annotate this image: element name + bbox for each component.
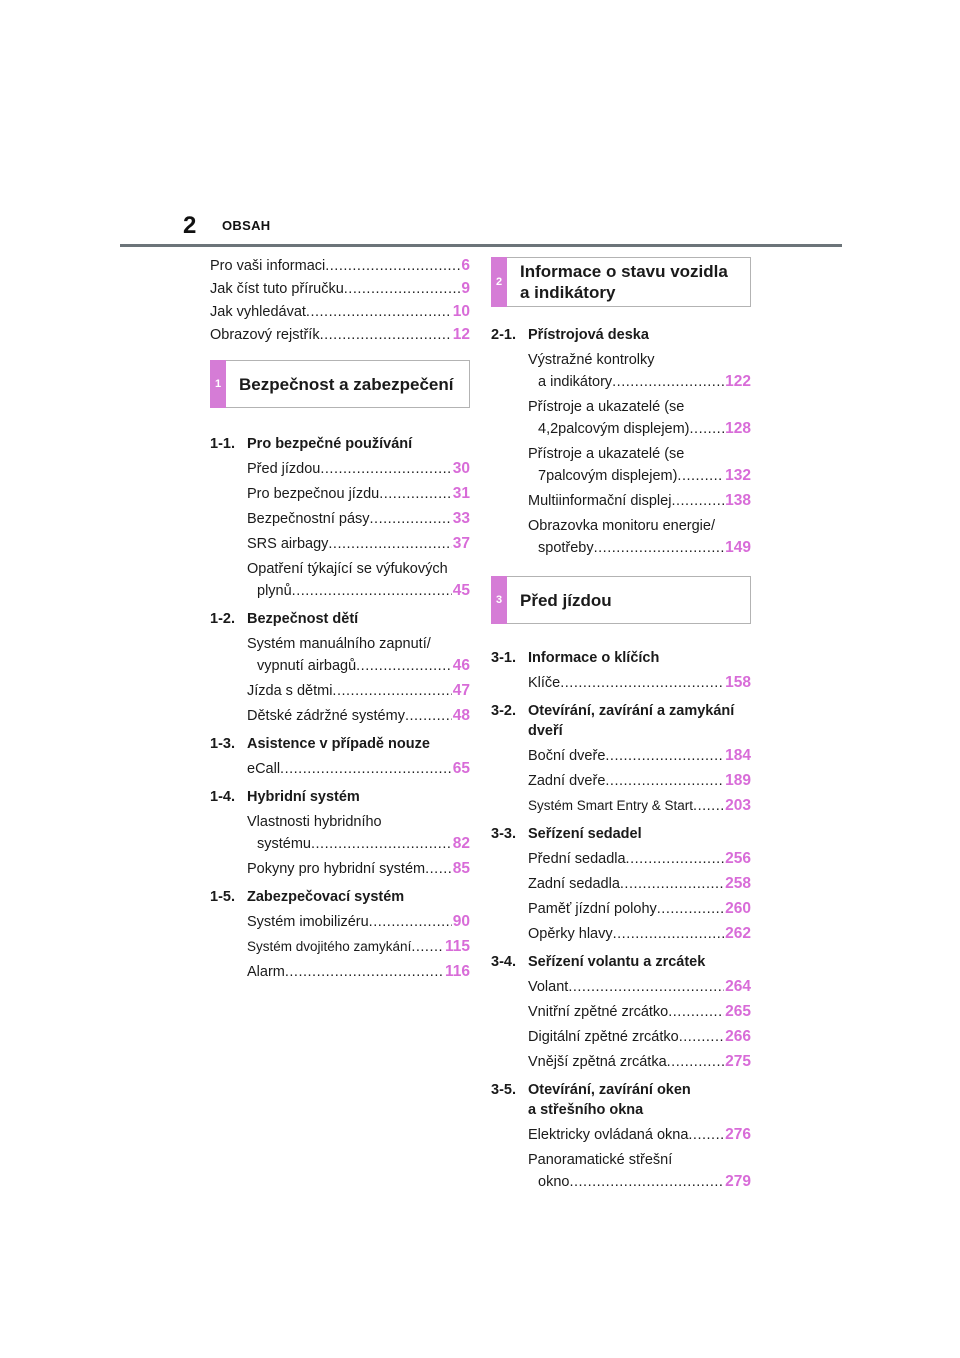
page-link[interactable]: 47: [452, 682, 470, 699]
page-link[interactable]: 128: [725, 420, 751, 437]
section-heading: 1-5. Zabezpečovací systém: [210, 889, 405, 905]
page-link[interactable]: 279: [725, 1173, 751, 1190]
toc-entry[interactable]: Vnější zpětná zrcátka ..... 275: [528, 1052, 751, 1074]
section-heading: 1-3. Asistence v případě nouze: [210, 736, 430, 752]
page-link[interactable]: 45: [452, 582, 470, 599]
toc-entry[interactable]: Jízda s dětmi ..... 47: [247, 681, 470, 703]
section-heading: 1-4. Hybridní systém: [210, 789, 360, 805]
page-link[interactable]: 90: [452, 913, 470, 930]
toc-entry[interactable]: Systém dvojitého zamykání ..... 115: [247, 937, 470, 959]
toc-entry[interactable]: Klíče ..... 158: [528, 673, 751, 695]
page-link[interactable]: 37: [452, 535, 470, 552]
toc-entry[interactable]: Alarm ..... 116: [247, 962, 470, 984]
section-heading: 3-2. Otevírání, zavírání a zamykání dveří: [491, 703, 735, 739]
toc-entry[interactable]: Elektricky ovládaná okna ..... 276: [528, 1125, 751, 1147]
toc-entry[interactable]: SRS airbagy ..... 37: [247, 534, 470, 556]
toc-entry[interactable]: Výstražné kontrolky a indikátory ..... 122: [528, 350, 751, 394]
toc-entry[interactable]: Obrazový rejstřík ..... 12: [210, 325, 470, 348]
chapter-title: Bezpečnost a zabezpečení: [239, 374, 454, 394]
toc-entry[interactable]: Dětské zádržné systémy ..... 48: [247, 706, 470, 728]
page-link[interactable]: 138: [725, 492, 751, 509]
toc-entry[interactable]: Paměť jízdní polohy ..... 260: [528, 899, 751, 921]
page-link[interactable]: 189: [725, 772, 751, 789]
toc-entry[interactable]: Systém imobilizéru ..... 90: [247, 912, 470, 934]
page-link[interactable]: 260: [725, 900, 751, 917]
page-link[interactable]: 31: [452, 485, 470, 502]
page-link[interactable]: 122: [725, 373, 751, 390]
toc-entry[interactable]: Zadní dveře ..... 189: [528, 771, 751, 793]
section-heading: 3-1. Informace o klíčích: [491, 650, 660, 666]
page-link[interactable]: 264: [725, 978, 751, 995]
toc-entry[interactable]: Digitální zpětné zrcátko ..... 266: [528, 1027, 751, 1049]
toc-entry[interactable]: Přístroje a ukazatelé (se 7palcovým displejem) ..... 132: [528, 444, 751, 488]
page-link[interactable]: 6: [461, 257, 470, 274]
section-heading: 1-1. Pro bezpečné používání: [210, 436, 413, 452]
toc-entry[interactable]: Obrazovka monitoru energie/ spotřeby ..... 149: [528, 516, 751, 560]
chapter-box-3[interactable]: [491, 576, 751, 624]
toc-entry[interactable]: Bezpečnostní pásy ..... 33: [247, 509, 470, 531]
chapter-tab: 3: [491, 576, 507, 624]
page-link[interactable]: 275: [725, 1053, 751, 1070]
toc-entry[interactable]: Systém manuálního zapnutí/ vypnutí airbagů ..... 46: [247, 634, 470, 678]
toc-entry[interactable]: Přístroje a ukazatelé (se 4,2palcovým displejem) ..... 128: [528, 397, 751, 441]
toc-entry[interactable]: Před jízdou ..... 30: [247, 459, 470, 481]
chapter-box-2[interactable]: [491, 257, 751, 307]
header-rule: [120, 244, 842, 247]
page-link[interactable]: 256: [725, 850, 751, 867]
section-heading: 3-3. Seřízení sedadel: [491, 826, 642, 842]
page-link[interactable]: 85: [452, 860, 470, 877]
page-link[interactable]: 46: [452, 657, 470, 674]
page-link[interactable]: 12: [452, 326, 470, 343]
page-link[interactable]: 276: [725, 1126, 751, 1143]
section-heading: 3-4. Seřízení volantu a zrcátek: [491, 954, 706, 970]
page-link[interactable]: 9: [461, 280, 470, 297]
toc-entry[interactable]: eCall ..... 65: [247, 759, 470, 781]
toc-entry[interactable]: Boční dveře ..... 184: [528, 746, 751, 768]
toc-intro: [210, 256, 470, 348]
toc-entry[interactable]: Zadní sedadla ..... 258: [528, 874, 751, 896]
page-link[interactable]: 116: [444, 963, 470, 980]
page-link[interactable]: 33: [452, 510, 470, 527]
toc-entry[interactable]: Vnitřní zpětné zrcátko ..... 265: [528, 1002, 751, 1024]
page-link[interactable]: 265: [725, 1003, 751, 1020]
toc-entry[interactable]: Panoramatické střešní okno ..... 279: [528, 1150, 751, 1194]
page-link[interactable]: 149: [725, 539, 751, 556]
page-link[interactable]: 48: [452, 707, 470, 724]
chapter-tab: 1: [210, 360, 226, 408]
toc-entry[interactable]: Pro vaši informaci ..... 6: [210, 256, 470, 279]
page-link[interactable]: 158: [725, 674, 751, 691]
page-link[interactable]: 132: [725, 467, 751, 484]
toc-right-column: [491, 256, 751, 1197]
toc-entry[interactable]: Jak vyhledávat ..... 10: [210, 302, 470, 325]
page-link[interactable]: 115: [444, 938, 470, 955]
toc-entry[interactable]: Volant ..... 264: [528, 977, 751, 999]
toc-entry[interactable]: Pro bezpečnou jízdu ..... 31: [247, 484, 470, 506]
page-header-title: OBSAH: [222, 218, 271, 233]
page-number: 2: [183, 212, 197, 239]
chapter-tab: 2: [491, 257, 507, 307]
page-link[interactable]: 82: [452, 835, 470, 852]
page-link[interactable]: 266: [725, 1028, 751, 1045]
page-link[interactable]: 203: [725, 797, 751, 814]
page-link[interactable]: 184: [725, 747, 751, 764]
chapter-title: Před jízdou: [520, 590, 612, 610]
toc-entry[interactable]: Systém Smart Entry & Start ..... 203: [528, 796, 751, 818]
page-link[interactable]: 258: [725, 875, 751, 892]
toc-entry[interactable]: Opatření týkající se výfukových plynů ..... 45: [247, 559, 470, 603]
toc-left-column: [210, 256, 470, 987]
toc-entry[interactable]: Vlastnosti hybridního systému ..... 82: [247, 812, 470, 856]
toc-entry[interactable]: Jak číst tuto příručku ..... 9: [210, 279, 470, 302]
page-link[interactable]: 65: [452, 760, 470, 777]
chapter-box-1[interactable]: [210, 360, 470, 408]
chapter-title: Informace o stavu vozidla a indikátory: [520, 262, 728, 302]
toc-entry[interactable]: Opěrky hlavy ..... 262: [528, 924, 751, 946]
toc-entry[interactable]: Přední sedadla ..... 256: [528, 849, 751, 871]
page-link[interactable]: 10: [452, 303, 470, 320]
page-link[interactable]: 30: [452, 460, 470, 477]
section-heading: 2-1. Přístrojová deska: [491, 327, 649, 343]
page-link[interactable]: 262: [725, 925, 751, 942]
toc-entry[interactable]: Pokyny pro hybridní systém ..... 85: [247, 859, 470, 881]
section-heading: 3-5. Otevírání, zavírání oken a střešního okna: [491, 1082, 691, 1118]
toc-entry[interactable]: Multiinformační displej ..... 138: [528, 491, 751, 513]
section-heading: 1-2. Bezpečnost dětí: [210, 611, 359, 627]
